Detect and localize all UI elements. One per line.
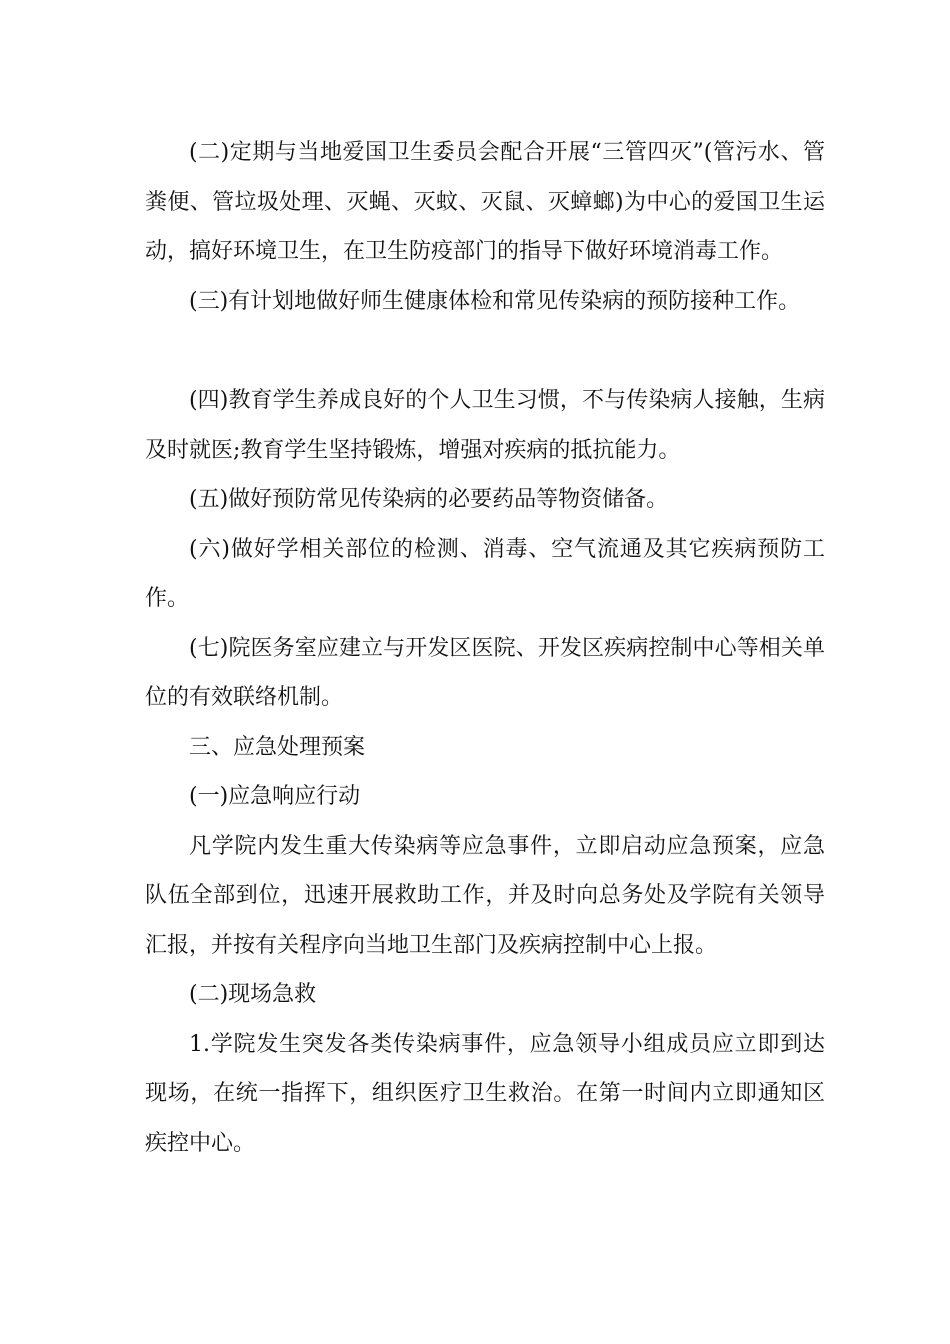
paragraph-student-hygiene: (四)教育学生养成良好的个人卫生习惯，不与传染病人接触，生病及时就医;教育学生坚持锻炼，增强对疾病的抵抗能力。 bbox=[145, 388, 825, 463]
paragraph-onsite-rescue: 1.学院发生突发各类传染病事件，应急领导小组成员应立即到达现场，在统一指挥下，组织医疗卫生救治。在第一时间内立即通知区疾控中心。 bbox=[145, 1031, 825, 1156]
subheading-emergency-response: (一)应急响应行动 bbox=[189, 784, 361, 809]
paragraph-emergency-response: 凡学院内发生重大传染病等应急事件，立即启动应急预案，应急队伍全部到位，迅速开展救助工作，并及时向总务处及学院有关领导汇报，并按有关程序向当地卫生部门及疾病控制中心上报。 bbox=[145, 833, 825, 958]
paragraph-medicine-reserve: (五)做好预防常见传染病的必要药品等物资储备。 bbox=[189, 487, 669, 512]
subheading-onsite-rescue: (二)现场急救 bbox=[189, 982, 317, 1007]
paragraph-disinfection: (六)做好学相关部位的检测、消毒、空气流通及其它疾病预防工作。 bbox=[145, 536, 825, 611]
document-body bbox=[145, 128, 825, 1168]
paragraph-health-checkup: (三)有计划地做好师生健康体检和常见传染病的预防接种工作。 bbox=[189, 288, 801, 314]
section-heading-emergency-plan: 三、应急处理预案 bbox=[189, 734, 366, 760]
paragraph-environment-sanitation: (二)定期与当地爱国卫生委员会配合开展“三管四灭”(管污水、管粪便、管垃圾处理、灭蝇、灭蚊、灭鼠、灭蟑螂)为中心的爱国卫生运动，搞好环境卫生，在卫生防疫部门的指导下做好环境消毒工作。 bbox=[145, 140, 825, 264]
paragraph-liaison-mechanism: (七)院医务室应建立与开发区医院、开发区疾病控制中心等相关单位的有效联络机制。 bbox=[145, 635, 825, 710]
